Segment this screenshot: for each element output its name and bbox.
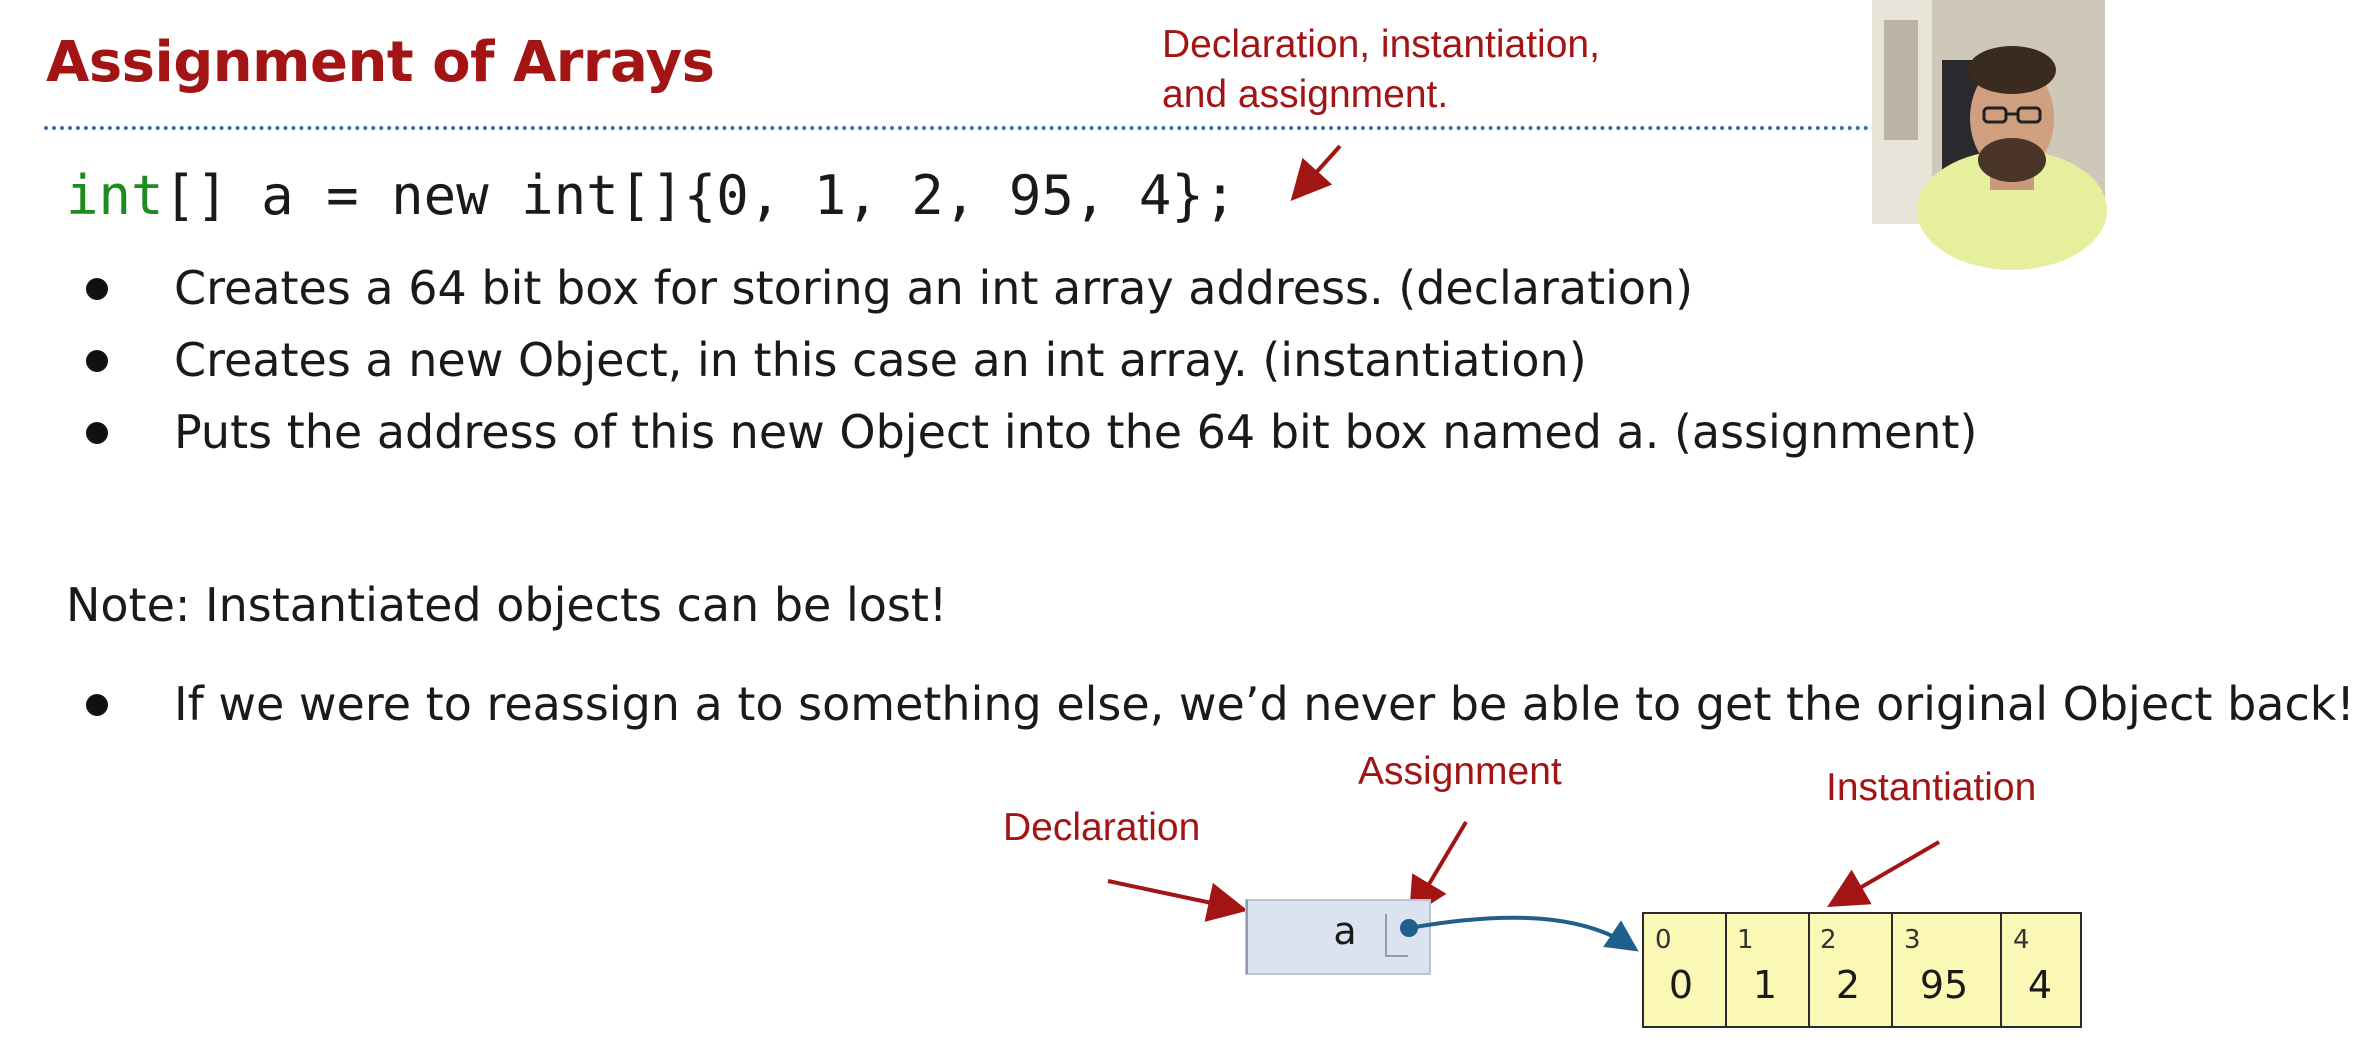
- code-keyword: int: [66, 164, 164, 227]
- array-index: 3: [1904, 925, 1921, 955]
- bullet-text: If we were to reassign a to something else, we’d never be able to get the original Object back!: [174, 677, 2355, 731]
- assignment-arrow: [1413, 822, 1466, 911]
- array-index: 2: [1820, 925, 1837, 955]
- webcam-feed: [1872, 0, 2105, 224]
- top-callout-line2: and assignment.: [1162, 73, 1449, 116]
- array-index: 1: [1737, 925, 1754, 955]
- assignment-label: Assignment: [1358, 750, 1562, 793]
- array-value: 4: [2027, 963, 2053, 1007]
- note-heading: Note: Instantiated objects can be lost!: [66, 578, 948, 632]
- top-callout-line1: Declaration, instantiation,: [1162, 23, 1600, 66]
- variable-name: a: [1333, 909, 1357, 953]
- array-value: 1: [1752, 963, 1778, 1007]
- bullet-text: Puts the address of this new Object into the 64 bit box named a. (assignment): [174, 405, 1978, 459]
- array-value: 2: [1835, 963, 1861, 1007]
- variable-box: [1246, 900, 1430, 974]
- instantiation-arrow: [1834, 842, 1939, 903]
- bullet-text: Creates a 64 bit box for storing an int array address. (declaration): [174, 261, 1694, 315]
- array-index: 0: [1655, 925, 1672, 955]
- instantiation-label: Instantiation: [1826, 766, 2037, 809]
- top-callout-arrow: [1296, 146, 1340, 195]
- pointer-arrow: [1409, 918, 1632, 947]
- array-value: 0: [1668, 963, 1694, 1007]
- array-index: 4: [2013, 925, 2030, 955]
- presenter-image: [1872, 0, 2105, 224]
- bullet-text: Creates a new Object, in this case an int array. (instantiation): [174, 333, 1587, 387]
- declaration-label: Declaration: [1003, 806, 1201, 849]
- array-value: 95: [1919, 963, 1969, 1007]
- slide-title: Assignment of Arrays: [46, 30, 715, 95]
- array-box: [1643, 913, 2081, 1027]
- declaration-arrow: [1108, 881, 1240, 909]
- code-rest: [] a = new int[]{0, 1, 2, 95, 4};: [163, 164, 1237, 227]
